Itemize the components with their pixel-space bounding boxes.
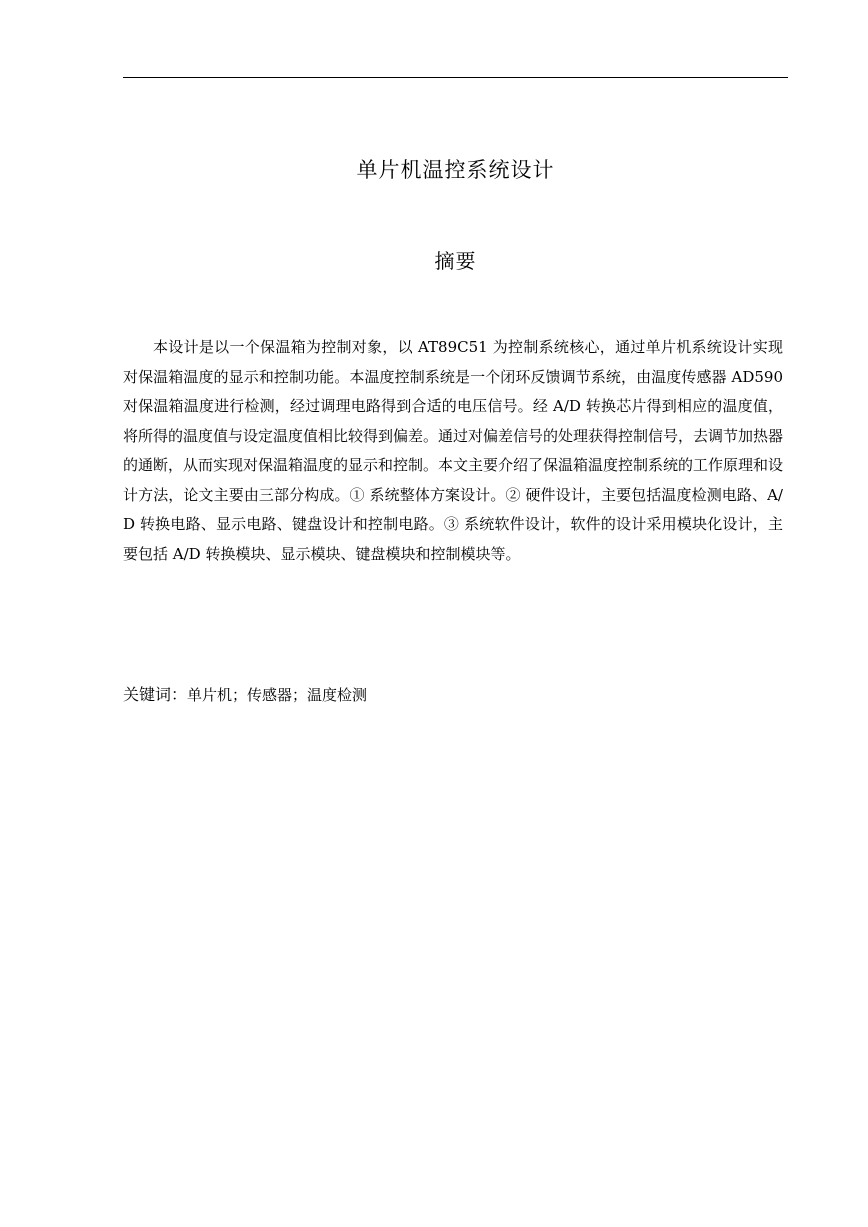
keywords-label: 关键词： — [123, 685, 188, 704]
header-rule — [123, 77, 788, 78]
document-title: 单片机温控系统设计 — [356, 158, 555, 182]
keywords-value: 单片机；传感器；温度检测 — [187, 686, 368, 704]
abstract-heading: 摘要 — [434, 249, 477, 273]
abstract-paragraph: 本设计是以一个保温箱为控制对象，以 AT89C51 为控制系统核心，通过单片机系统设计实现对保温箱温度的显示和控制功能。本温度控制系统是一个闭环反馈调节系统，由温度传感器 AD590 对保温箱温度进行检测，经过调理电路得到合适的电压信号。经 A/D 转换芯片得到相应的温度值，将所得的温度值与设定温度值相比较得到偏差。通过对偏差信号的处理获得控制信号，去调节加热器的通断，从而实现对保温箱温度的显示和控制。本文主要介绍了保温箱温度控制系统的工作原理和设计方法，论文主要由三部分构成。① 系统整体方案设计。② 硬件设计，主要包括温度检测电路、A/D 转换电路、显示电路、键盘设计和控制电路。③ 系统软件设计，软件的设计采用模块化设计，主要包括 A/D 转换模块、显示模块、键盘模块和控制模块等。 — [123, 338, 784, 563]
keywords-line — [123, 680, 783, 710]
